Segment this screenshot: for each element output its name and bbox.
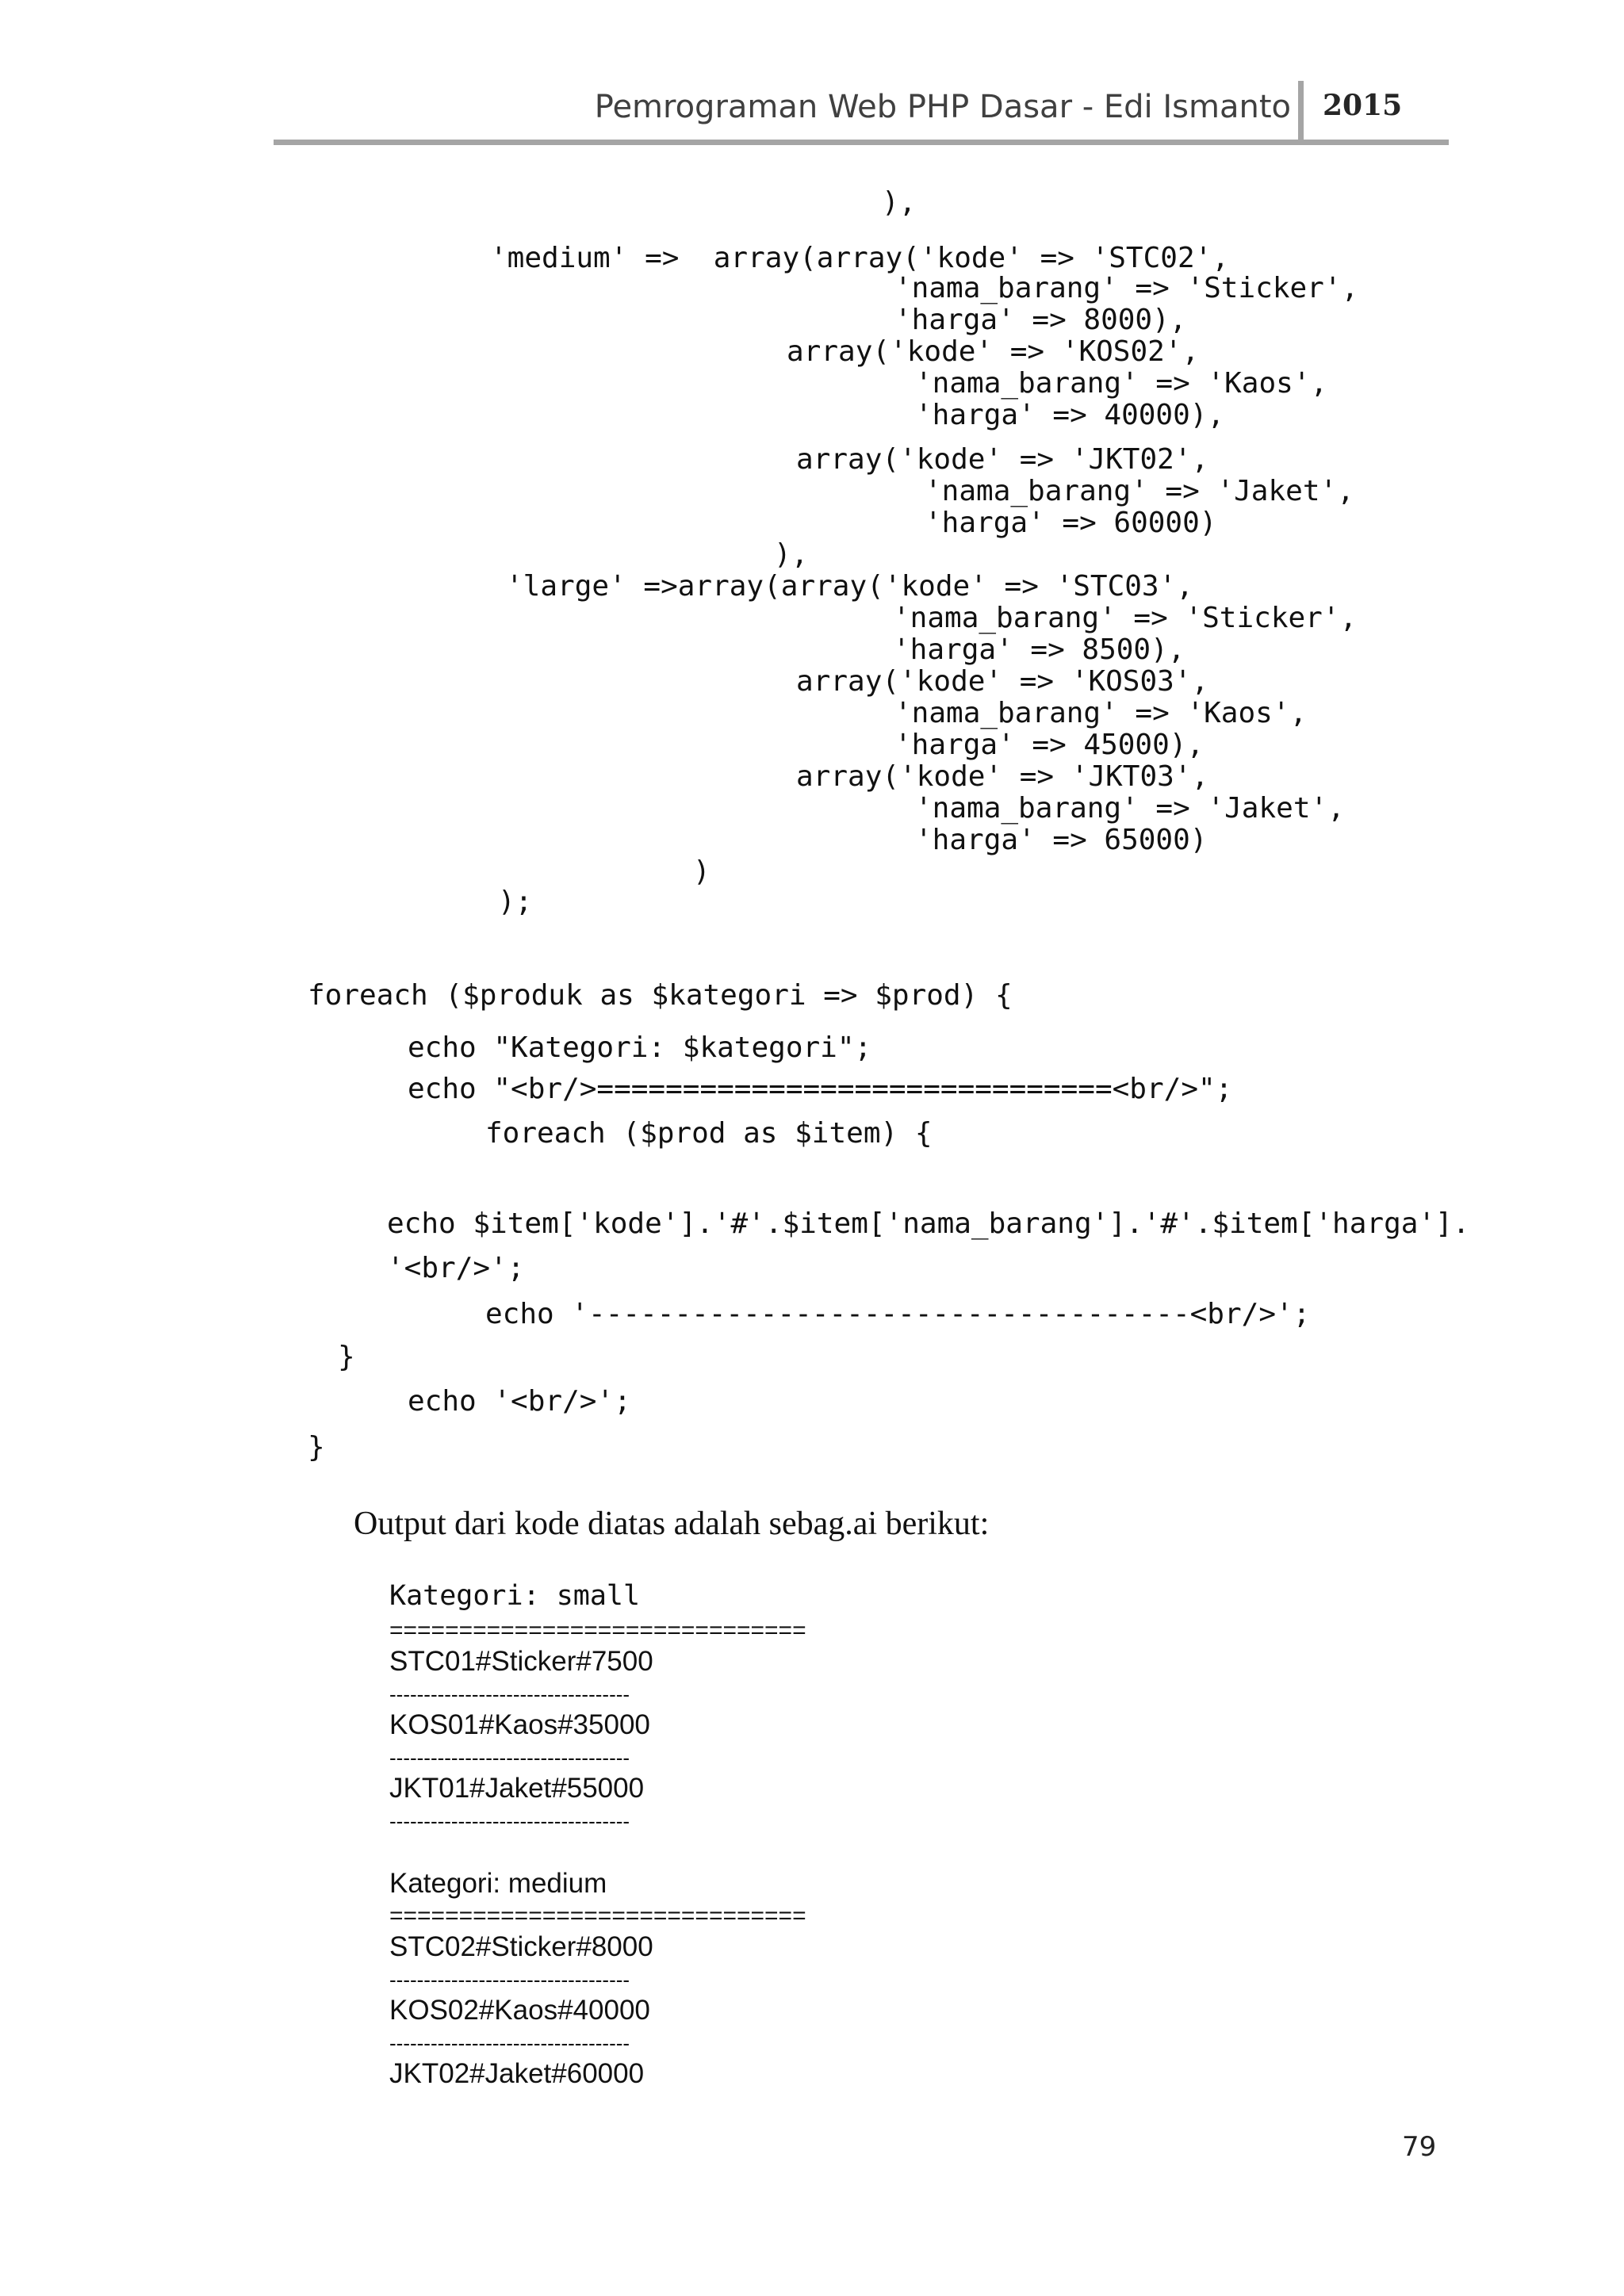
output-line: JKT01#Jaket#55000 xyxy=(389,1773,645,1804)
code-line: 'harga' => 40000), xyxy=(915,399,1225,431)
output-line: ----------------------------------- xyxy=(389,1809,630,1833)
output-line: Kategori: small xyxy=(389,1580,641,1612)
header-title: Pemrograman Web PHP Dasar - Edi Ismanto xyxy=(594,89,1291,125)
code-line: foreach ($prod as $item) { xyxy=(485,1117,933,1150)
output-line: KOS02#Kaos#40000 xyxy=(389,1995,650,2026)
code-line: 'nama_barang' => 'Sticker', xyxy=(894,272,1359,304)
output-line: Kategori: medium xyxy=(389,1868,607,1899)
code-line: echo '-----------------------------------<br/>'; xyxy=(485,1298,1311,1330)
code-line: echo "Kategori: $kategori"; xyxy=(408,1031,872,1064)
code-line: 'medium' => array(array('kode' => 'STC02', xyxy=(490,242,1229,274)
code-line: 'harga' => 8500), xyxy=(893,633,1185,666)
code-line: echo "<br/>==============================<br/>"; xyxy=(408,1073,1233,1105)
code-line: 'nama_barang' => 'Jaket', xyxy=(915,792,1345,825)
output-line: ----------------------------------- xyxy=(389,2031,630,2055)
code-line: array('kode' => 'KOS02', xyxy=(787,335,1200,368)
output-line: ----------------------------------- xyxy=(389,1746,630,1770)
header-divider xyxy=(1298,81,1304,144)
output-line: ============================== xyxy=(389,1617,806,1644)
code-line: 'nama_barang' => 'Sticker', xyxy=(893,602,1358,634)
code-line: array('kode' => 'JKT03', xyxy=(796,760,1209,793)
header-year: 2015 xyxy=(1323,89,1403,122)
code-line: } xyxy=(338,1341,355,1373)
code-line: 'nama_barang' => 'Kaos', xyxy=(915,367,1328,400)
output-line: ----------------------------------- xyxy=(389,1682,630,1706)
code-line: array('kode' => 'KOS03', xyxy=(796,665,1209,698)
code-line: ) xyxy=(693,855,710,888)
header-rule xyxy=(274,140,1449,145)
code-line: ), xyxy=(882,186,917,219)
code-line: echo $item['kode'].'#'.$item['nama_barang'].'#'.$item['harga']. xyxy=(387,1207,1470,1240)
code-line: 'large' =>array(array('kode' => 'STC03', xyxy=(506,570,1193,603)
output-line: ----------------------------------- xyxy=(389,1968,630,1992)
code-line: 'harga' => 60000) xyxy=(925,507,1217,539)
output-line: JKT02#Jaket#60000 xyxy=(389,2058,645,2089)
code-line: 'harga' => 8000), xyxy=(894,304,1187,336)
code-line: '<br/>'; xyxy=(387,1252,525,1284)
code-line: 'harga' => 65000) xyxy=(915,824,1208,856)
code-line: } xyxy=(308,1431,325,1464)
output-line: ============================== xyxy=(389,1903,806,1929)
code-line: array('kode' => 'JKT02', xyxy=(796,443,1209,476)
output-line: STC02#Sticker#8000 xyxy=(389,1931,653,1962)
code-line: 'harga' => 45000), xyxy=(894,729,1205,761)
code-line: foreach ($produk as $kategori => $prod) { xyxy=(308,979,1013,1012)
code-line: ), xyxy=(774,538,809,571)
page-number: 79 xyxy=(1402,2131,1437,2163)
code-line: 'nama_barang' => 'Jaket', xyxy=(925,475,1354,507)
code-line: 'nama_barang' => 'Kaos', xyxy=(894,697,1308,729)
output-line: STC01#Sticker#7500 xyxy=(389,1646,653,1677)
output-line: KOS01#Kaos#35000 xyxy=(389,1709,650,1740)
code-line: ); xyxy=(498,886,533,918)
output-intro-text: Output dari kode diatas adalah sebag.ai berikut: xyxy=(354,1506,990,1542)
code-line: echo '<br/>'; xyxy=(408,1385,631,1418)
